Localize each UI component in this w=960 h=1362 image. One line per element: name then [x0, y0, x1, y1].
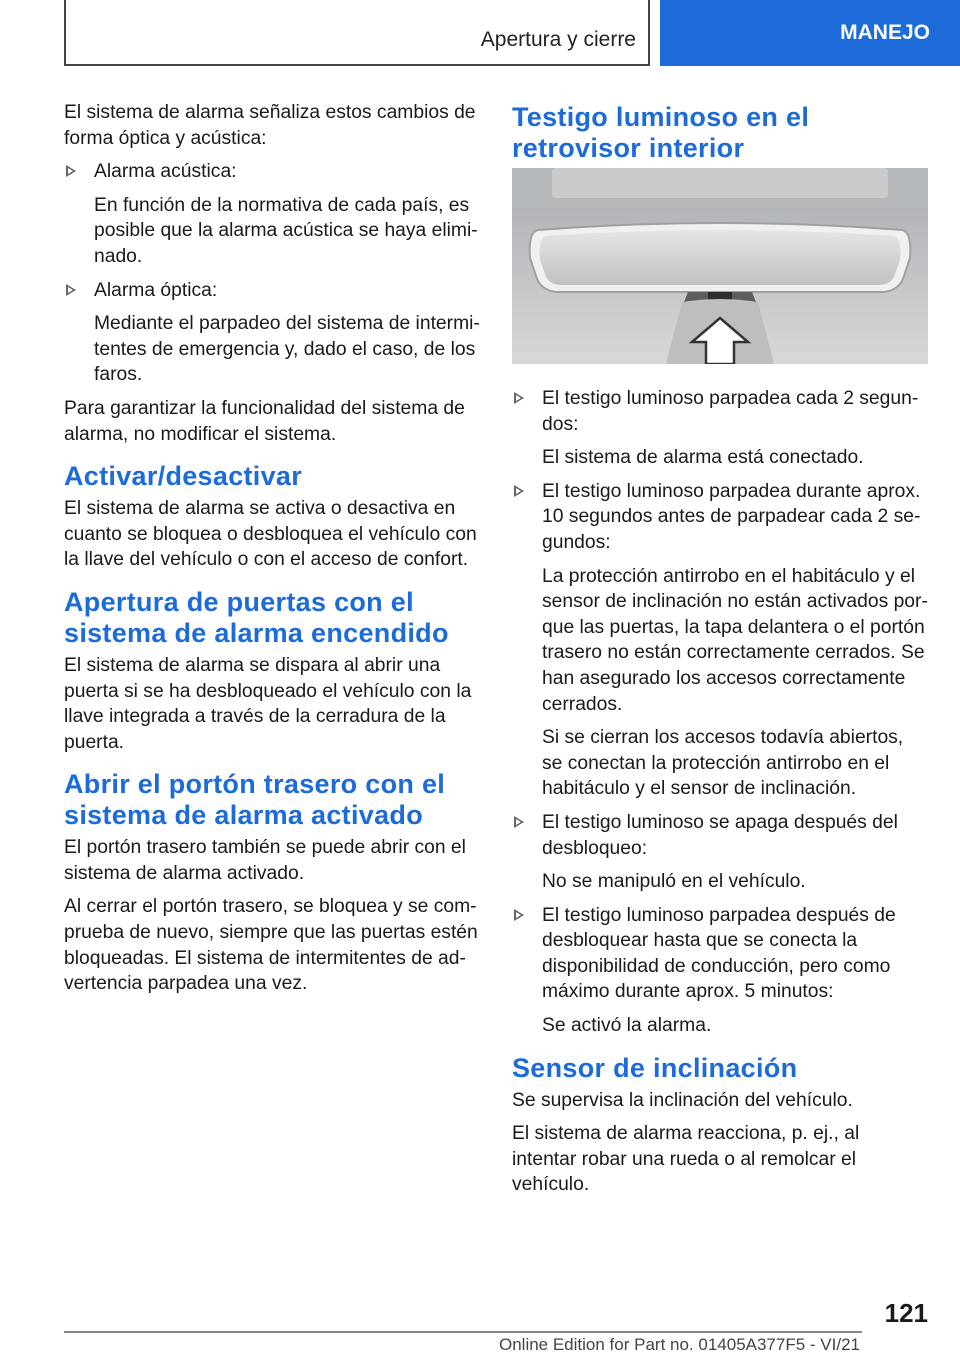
- left-column: [64, 100, 480, 1005]
- page-number: 121: [884, 1298, 928, 1328]
- item-label: Alarma acústica:: [94, 161, 237, 183]
- bullet-triangle-icon: [514, 392, 524, 404]
- bullet-triangle-icon: [514, 909, 524, 921]
- item-detail: El sistema de alarma está conectado.: [542, 447, 864, 469]
- bullet-triangle-icon: [66, 165, 76, 177]
- header-rule: [64, 64, 650, 66]
- tilt-text-1: Se supervisa la inclinación del vehículo.: [512, 1089, 853, 1111]
- item-label: El testigo luminoso se apaga después del desbloqueo:: [542, 811, 898, 859]
- item-label: El testigo luminoso parpadea cada 2 segundos:: [542, 388, 919, 435]
- rearview-mirror-illustration: [512, 168, 928, 364]
- heading-tilt-sensor: Sensor de inclinación: [512, 1052, 798, 1083]
- tilt-text-2: El sistema de alarma reacciona, p. ej., al intentar robar una rueda o al remolcar el vehículo.: [512, 1123, 860, 1196]
- list-item: [512, 810, 928, 895]
- list-item: [64, 159, 480, 269]
- functionality-note: Para garantizar la funcionalidad del sistema de alarma, no modificar el sistema.: [64, 397, 465, 445]
- heading-doors-alarm: Apertura de puertas con el sistema de alarma encendido: [64, 586, 449, 648]
- list-item: [512, 386, 928, 471]
- chapter-tab[interactable]: [660, 0, 960, 66]
- heading-activate: Activar/desactivar: [64, 461, 303, 492]
- page-header: [0, 0, 960, 66]
- list-item: [64, 278, 480, 388]
- chapter-tab-label: MANEJO: [840, 21, 930, 44]
- section-title: Apertura y cierre: [480, 28, 636, 51]
- item-detail: Si se cierran los accesos todavía abiertos, se conectan la protección antirrobo en el habitáculo y el sensor de inclinación.: [542, 727, 904, 800]
- alarm-type-list: [64, 159, 480, 388]
- header-divider-right: [648, 0, 650, 66]
- bullet-triangle-icon: [514, 485, 524, 497]
- item-detail: En función de la normativa de cada país, es posible que la alarma acústica se haya eliminado.: [94, 194, 478, 267]
- list-item: [512, 479, 928, 802]
- item-detail: Mediante el parpadeo del sistema de intermitentes de emergencia y, dado el caso, de los faros.: [94, 313, 480, 386]
- activate-text: El sistema de alarma se activa o desactiva en cuanto se bloquea o desbloquea el vehículo con la llave del vehículo o con el acceso de confort.: [64, 498, 477, 571]
- heading-tailgate: Abrir el portón trasero con el sistema de alarma activado: [64, 769, 446, 831]
- item-label: El testigo luminoso parpadea después de desbloquear hasta que se conecta la disponibilidad de conducción, pero como máximo durante aprox. 5 minutos:: [542, 904, 896, 1003]
- item-detail: No se manipuló en el vehículo.: [542, 871, 806, 893]
- item-label: El testigo luminoso parpadea durante aprox. 10 segundos antes de parpadear cada 2 segundos:: [542, 480, 921, 553]
- tailgate-text-2: Al cerrar el portón trasero, se bloquea y se comprueba de nuevo, siempre que las puertas estén bloqueadas. El sistema de intermitentes de advertencia parpadea una vez.: [64, 896, 478, 995]
- heading-indicator-light: Testigo luminoso en el retrovisor interior: [512, 102, 810, 163]
- edition-line: Online Edition for Part no. 01405A377F5 - VI/21: [498, 1335, 860, 1354]
- tailgate-text-1: El portón trasero también se puede abrir con el sistema de alarma activado.: [64, 837, 466, 884]
- intro-text: El sistema de alarma señaliza estos cambios de forma óptica y acústica:: [64, 102, 476, 149]
- right-column: [512, 100, 928, 1206]
- indicator-status-list: [512, 386, 928, 1039]
- bullet-triangle-icon: [514, 816, 524, 828]
- footer-rule: [64, 1331, 862, 1333]
- doors-alarm-text: El sistema de alarma se dispara al abrir una puerta si se ha desbloqueado el vehículo con la llave integrada a través de la cerradura de la puerta.: [64, 654, 472, 753]
- list-item: [512, 903, 928, 1039]
- item-detail: Se activó la alarma.: [542, 1015, 712, 1037]
- item-label: Alarma óptica:: [94, 279, 218, 301]
- item-detail: La protección antirrobo en el habitáculo y el sensor de inclinación no están activados porque las puertas, la tapa delantera o el portón trasero no están correctamente cerrados. Se han asegurado los accesos correctamente cerrados.: [542, 565, 928, 715]
- bullet-triangle-icon: [66, 284, 76, 296]
